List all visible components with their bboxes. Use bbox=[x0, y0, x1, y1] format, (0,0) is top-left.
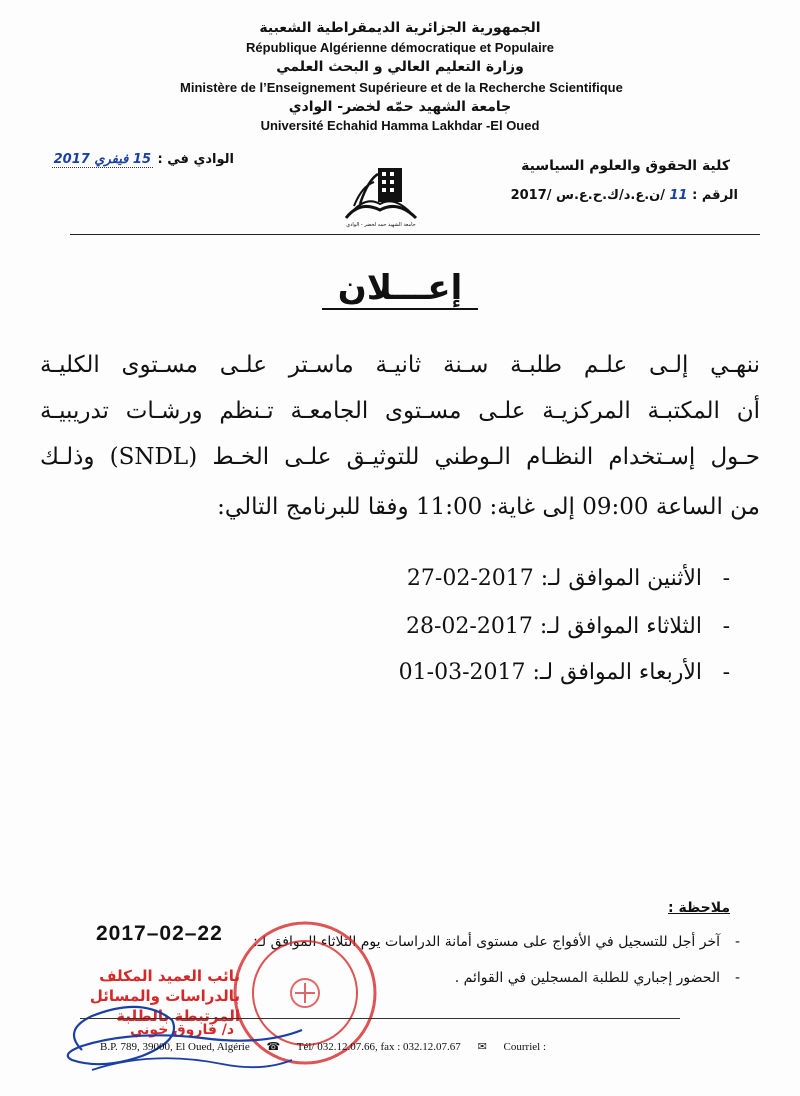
announcement-title bbox=[300, 268, 500, 308]
footer-tel-fax: Tél/ 032.12.07.66, fax : 032.12.07.67 bbox=[296, 1041, 461, 1053]
body-line-3: حـول إسـتخدام النظـام الـوطني للتوثيـق علـى الخـط (SNDL) وذلـك bbox=[40, 444, 760, 470]
vice-dean-stamp: نائب العميد المكلف بالدراسات والمسائل المرتبطة بالطلبة bbox=[89, 967, 240, 1025]
schedule-item-text: الأثنين الموافق لـ: 2017-02-27 bbox=[406, 566, 702, 591]
reference-handwritten-number: 11 bbox=[669, 188, 688, 203]
body-line-1: ننهـي إلـى علـم طلبـة سـنة ثانيـة ماسـتر علـى مسـتوى الكليـة bbox=[40, 352, 760, 378]
mail-icon: ✉ bbox=[477, 1041, 487, 1053]
header-divider bbox=[70, 234, 760, 235]
reference-code: /ن.ع.د/ك.ح.ع.س /2017 bbox=[510, 188, 665, 203]
note-item-text: الحضور إجباري للطلبة المسجلين في القوائم . bbox=[454, 970, 720, 986]
footer-divider bbox=[80, 1018, 680, 1019]
schedule-item bbox=[399, 660, 730, 685]
schedule-item-text: الثلاثاء الموافق لـ: 2017-02-28 bbox=[405, 614, 702, 639]
announcement-title-text: إعـــلان bbox=[322, 268, 479, 310]
phone-icon: ☎ bbox=[266, 1041, 281, 1053]
schedule-item bbox=[407, 566, 730, 591]
faculty-name: كلية الحقوق والعلوم السياسية bbox=[521, 158, 730, 174]
header-ar-republic: الجمهورية الجزائرية الديمقراطية الشعبية bbox=[259, 20, 541, 36]
reference-number bbox=[511, 188, 738, 203]
date-handwritten-value: 15 فيفري 2017 bbox=[53, 152, 152, 167]
list-dash: - bbox=[722, 614, 730, 639]
note-item-text: آخر أجل للتسجيل في الأفواج على مستوى أمانة الدراسات يوم الثلاثاء الموافق لـ: bbox=[253, 934, 720, 950]
vice-dean-name: د/ فاروق خوني bbox=[130, 1022, 235, 1038]
list-dash: - bbox=[722, 660, 730, 685]
logo-caption: جامعة الشهيد حمه لخضر - الوادي bbox=[346, 222, 416, 228]
reference-label: الرقم : bbox=[692, 188, 738, 203]
university-logo-icon bbox=[340, 160, 422, 230]
header-ar-ministry: وزارة التعليم العالي و البحث العلمي bbox=[276, 59, 524, 75]
schedule-item-text: الأربعاء الموافق لـ: 2017-03-01 bbox=[398, 660, 702, 685]
date-label: الوادي في : bbox=[157, 152, 234, 167]
footer-address: B.P. 789, 39000, El Oued, Algérie bbox=[100, 1041, 250, 1053]
note-item bbox=[455, 970, 740, 986]
header-fr-ministry: Ministère de l’Enseignement Supérieure et de la Recherche Scientifique bbox=[180, 80, 623, 95]
footer-contact bbox=[100, 1040, 660, 1053]
header-fr-university: Université Echahid Hamma Lakhdar -El Oued bbox=[260, 118, 540, 133]
header-ar-university: جامعة الشهيد حمّه لخضر- الوادي bbox=[288, 99, 512, 115]
list-dash: - bbox=[734, 970, 740, 986]
list-dash: - bbox=[722, 566, 730, 591]
header-fr-republic: République Algérienne démocratique et Populaire bbox=[246, 40, 554, 55]
list-dash: - bbox=[734, 934, 740, 950]
date-line bbox=[53, 152, 234, 167]
body-line-4: من الساعة 09:00 إلى غاية: 11:00 وفقا للبرنامج التالي: bbox=[217, 494, 760, 520]
schedule-item bbox=[406, 614, 730, 639]
footer-email: Courriel : bbox=[503, 1041, 546, 1053]
note-deadline-date: 2017–02–22 bbox=[96, 922, 223, 945]
body-line-2: أن المكتبـة المركزيـة علـى مسـتوى الجامعـة تـنظم ورشـات تدريبيـة bbox=[40, 398, 760, 424]
notes-title: ملاحظة : bbox=[668, 900, 730, 916]
